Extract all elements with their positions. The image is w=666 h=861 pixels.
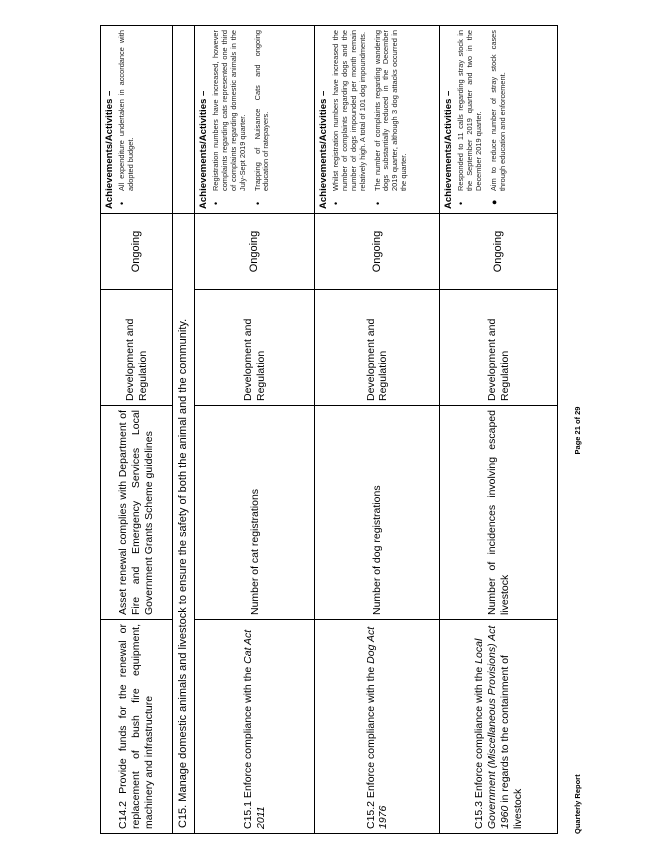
list-item	[212, 30, 248, 209]
act-name: Local Government (Miscellaneous Provisions) Act 1960	[473, 625, 511, 829]
measure-cell	[101, 406, 173, 620]
status-text: Ongoing	[370, 230, 383, 273]
achievement-text: The number of complaints regarding wandering dogs substantially reduced in the December 2019 quarter, although 3 dog attacks occurred in the quarter.	[372, 30, 409, 191]
achievements-list	[332, 30, 409, 209]
achievements-cell	[440, 26, 558, 214]
directorate-text: Development and Regulation	[242, 318, 267, 401]
list-item	[254, 30, 272, 209]
act-name: Cat Act 2011	[242, 629, 267, 829]
achievements-list	[457, 30, 507, 209]
objective-cell	[315, 620, 440, 834]
status-cell	[440, 214, 558, 290]
measure-text: Number of cat registrations	[248, 488, 261, 615]
bullet-icon: •	[456, 201, 467, 205]
section-heading-cell	[173, 214, 195, 834]
status-text: Ongoing	[129, 230, 142, 273]
bullet-icon: ●	[488, 199, 499, 205]
status-cell	[195, 214, 315, 290]
measure-cell	[440, 406, 558, 620]
bullet-icon: •	[372, 201, 383, 205]
section-row	[173, 26, 195, 834]
achievement-text: All expenditure undertaken in accordance with adopted budget.	[116, 30, 135, 191]
objective-text: C15.3 Enforce compliance with the	[473, 663, 486, 829]
achievements-heading: Achievements/Activities –	[104, 90, 115, 209]
achievements-heading: Achievements/Activities –	[198, 90, 210, 209]
status-cell	[101, 214, 173, 290]
achievements-cell	[195, 26, 315, 214]
directorate-text: Development and Regulation	[123, 318, 149, 401]
achievements-cell	[315, 26, 440, 214]
report-table	[100, 25, 558, 834]
objective-text: C15.2 Enforce compliance with the	[364, 663, 377, 829]
table-row	[101, 26, 173, 834]
list-item	[332, 30, 368, 209]
achievement-text: Aim to reduce number of stray stock cases through education and enforcement.	[488, 30, 507, 191]
footer-page-number: Page 21 of 29	[573, 406, 582, 455]
achievements-cell	[101, 26, 173, 214]
measure-cell	[315, 406, 440, 620]
objective-text: C15.1 Enforce compliance with the	[242, 663, 255, 829]
table-row	[440, 26, 558, 834]
list-item	[374, 30, 410, 209]
objective-cell	[195, 620, 315, 834]
bullet-icon: •	[116, 201, 127, 205]
measure-cell	[195, 406, 315, 620]
directorate-text: Development and Regulation	[486, 318, 511, 401]
measure-text: Number of incidences involving escaped livestock	[486, 410, 511, 615]
act-name: Dog Act 1976	[364, 626, 390, 829]
directorate-cell	[195, 290, 315, 406]
achievements-list	[118, 30, 136, 209]
achievements-list	[212, 30, 271, 209]
list-item	[490, 30, 508, 209]
bullet-icon: •	[331, 201, 342, 205]
footer-report-title: Quarterly Report	[573, 774, 582, 834]
directorate-cell	[315, 290, 440, 406]
objective-text: C14.2 Provide funds for the renewal or replacement of bush fire equipment, machinery and infrastructure	[117, 624, 155, 829]
directorate-cell	[101, 290, 173, 406]
objective-cell	[101, 620, 173, 834]
list-item	[118, 30, 136, 209]
empty-cell	[173, 26, 195, 214]
achievement-text: Registration numbers have increased, however complaints regarding cats represented one third of complaints regarding domestic animals in the July-Sept 2019 quarter.	[211, 30, 247, 191]
achievements-heading: Achievements/Activities –	[443, 90, 455, 209]
objective-text-end: in regards to the containment of livestock	[498, 655, 524, 829]
status-text: Ongoing	[492, 230, 505, 273]
bullet-icon: •	[211, 201, 222, 205]
table-row	[195, 26, 315, 834]
status-text: Ongoing	[248, 230, 261, 273]
directorate-text: Development and Regulation	[364, 318, 390, 401]
table-row	[315, 26, 440, 834]
achievements-heading: Achievements/Activities –	[318, 90, 330, 209]
achievement-text: Trapping of Nuisance Cats and ongoing education of ratepayers.	[252, 30, 271, 191]
measure-text: Asset renewal complies with Department of Fire and Emergency Services Local Government Grants Scheme guidelines	[117, 410, 155, 615]
section-heading: C15. Manage domestic animals and livestock to ensure the safety of both the animal and the community.	[177, 318, 189, 828]
directorate-cell	[440, 290, 558, 406]
report-table-container	[100, 26, 553, 834]
measure-text: Number of dog registrations	[371, 485, 383, 615]
status-cell	[315, 214, 440, 290]
achievement-text: Whilst registration numbers have increased the number of complaints regarding dogs and the number of dogs impounded per month remain relatively high. A total of 101 dog impoundments.	[331, 30, 367, 191]
objective-cell	[440, 620, 558, 834]
achievement-text: Responded to 11 calls regarding stray stock in the September 2019 quarter and two in the December 2019 quarter.	[456, 30, 483, 191]
bullet-icon: •	[252, 201, 263, 205]
list-item	[457, 30, 484, 209]
